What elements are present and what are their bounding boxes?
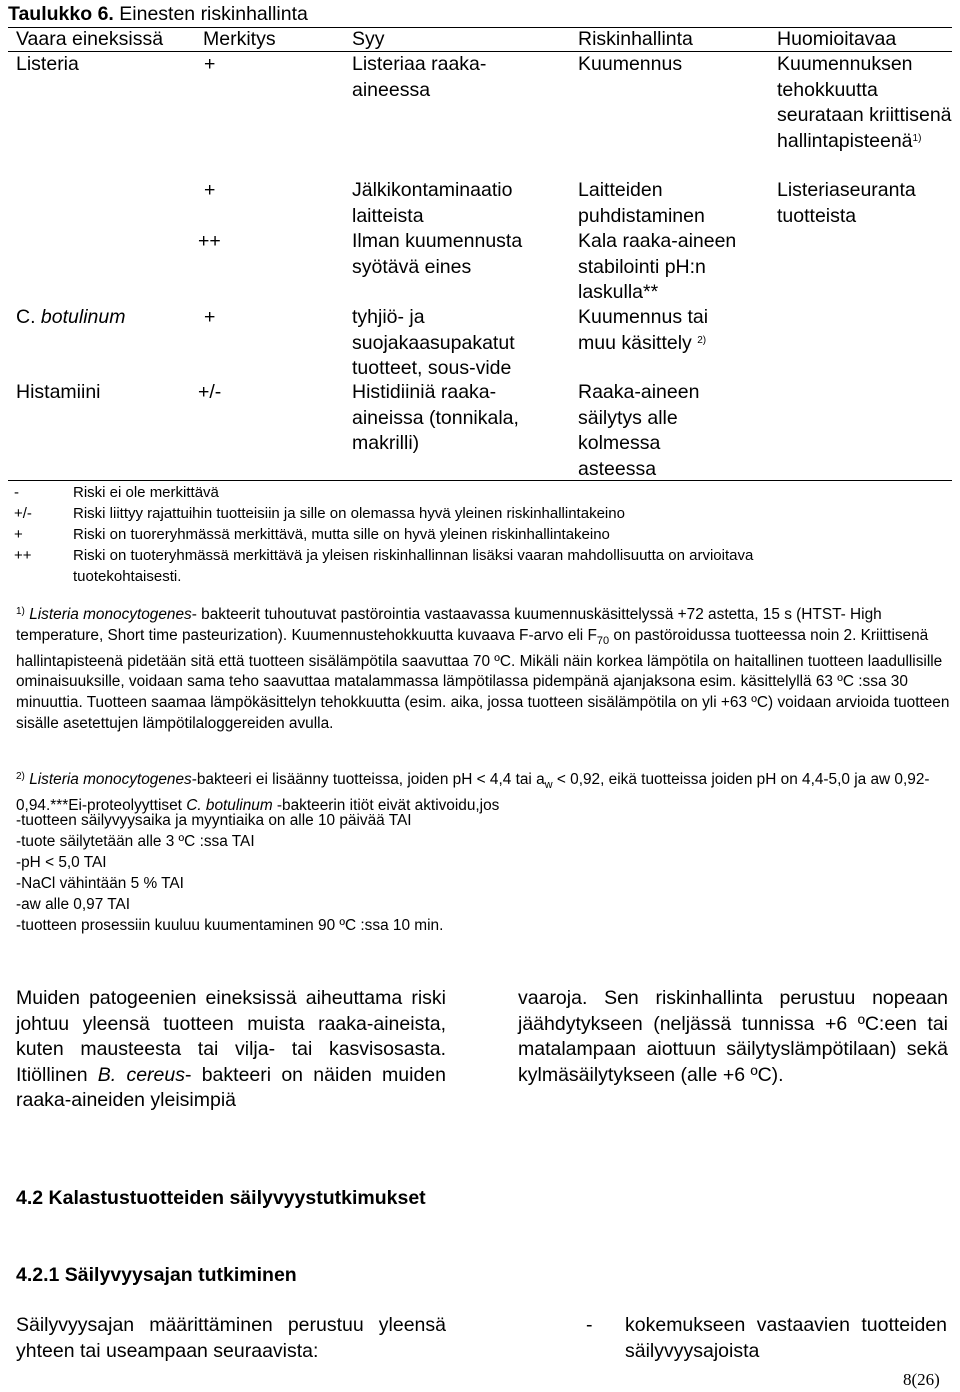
row4-management-text: Kuumennus tai muu käsittely bbox=[578, 306, 709, 354]
legend-symbol: - bbox=[14, 484, 19, 501]
footnote-2-text-c: -bakteerin itiöt eivät aktivoidu,jos bbox=[272, 796, 500, 814]
footnote-2-organism: Listeria monocytogenes bbox=[29, 771, 192, 788]
legend-text: Riski liittyy rajattuihin tuotteisiin ja sille on olemassa hyvä yleinen riskinhallintakeino bbox=[73, 505, 625, 522]
footnote-2 bbox=[16, 770, 951, 817]
table-caption bbox=[8, 3, 308, 25]
row5-significance: +/- bbox=[198, 381, 222, 403]
row4-cause: tyhjiö- ja suojakaasupakatut tuotteet, sous-vide bbox=[352, 306, 515, 379]
footnote-1-text-a: - bakteerit tuhoutuvat pastörointia vastaavassa kuumennuskäsittelyssä +72 astetta, 15 s (HTST- High temperature, Short time pasteurization). Kuumennustehokkuutta kuvaava F-arvo eli F bbox=[16, 606, 882, 644]
row1-significance: + bbox=[204, 53, 216, 75]
row4-hazard-species: botulinum bbox=[35, 306, 126, 328]
caption-label: Taulukko 6. bbox=[8, 3, 114, 25]
row5-management: Raaka-aineen säilytys alle kolmessa asteessa bbox=[578, 381, 700, 480]
row4-hazard bbox=[16, 305, 125, 331]
row4-management-footnote: 2) bbox=[697, 334, 707, 346]
header-hazard: Vaara eineksissä bbox=[16, 28, 164, 50]
footnote-1-text-b: on pastöroidussa tuotteessa noin 2. Kriittisenä hallintapisteenä pidetään sitä että tuotteen sisälämpötila saavuttaa 70 ºC. Mikäli näin korkea lämpötila on haitallinen tuotteen laadullisille ominaisuuksille, voidaan sama teho saavuttaa matalammassa lämpötilassa pidempänä ajanjaksona esim. käsittelyllä 63 ºC :ssa 30 minuuttia. Tuotteen saamaa lämpökäsittelyn tehokkuutta (esim. aika, jossa tuotteen sisälämpötila on yli +63 ºC) voidaan arvioida tuotteen sisälle asetettujen lämpötilaloggereiden avulla. bbox=[16, 626, 950, 733]
row1-hazard: Listeria bbox=[16, 53, 79, 75]
row2-significance: + bbox=[204, 179, 216, 201]
legend-symbol: + bbox=[14, 526, 23, 543]
footnote-2-condition: -aw alle 0,97 TAI bbox=[16, 896, 131, 913]
row5-cause: Histidiiniä raaka-aineissa (tonnikala, makrilli) bbox=[352, 381, 519, 454]
header-notes: Huomioitavaa bbox=[777, 28, 897, 50]
footnote-1-organism: Listeria monocytogenes bbox=[29, 606, 192, 623]
footnote-2-condition: -NaCl vähintään 5 % TAI bbox=[16, 875, 184, 892]
row4-hazard-genus: C. bbox=[16, 306, 36, 328]
footnote-2-mark: 2) bbox=[16, 771, 25, 782]
bottom-right-dash: - bbox=[586, 1314, 593, 1336]
bottom-right-text: kokemukseen vastaavien tuotteiden säilyvyysajoista bbox=[625, 1314, 947, 1362]
legend-text: Riski ei ole merkittävä bbox=[73, 484, 219, 501]
row2-management: Laitteiden puhdistaminen bbox=[578, 179, 705, 227]
row4-significance: + bbox=[204, 306, 216, 328]
subsection-heading: 4.2.1 Säilyvyysajan tutkiminen bbox=[16, 1264, 297, 1286]
row2-cause: Jälkikontaminaatio laitteista bbox=[352, 179, 513, 227]
row3-significance: ++ bbox=[198, 230, 221, 252]
page-number: 8(26) bbox=[903, 1370, 940, 1389]
footnote-2-subscript: w bbox=[544, 779, 553, 792]
footnote-1 bbox=[16, 605, 951, 735]
footnote-2-cbot: C. botulinum bbox=[186, 796, 273, 814]
row1-notes-footnote: 1) bbox=[912, 132, 922, 144]
header-management: Riskinhallinta bbox=[578, 28, 693, 50]
row1-management: Kuumennus bbox=[578, 53, 683, 75]
caption-title: Einesten riskinhallinta bbox=[113, 3, 308, 25]
paragraph-left-text-b: - bakteeri on näiden muiden raaka-aineiden yleisimpiä bbox=[16, 1063, 446, 1111]
legend-text: Riski on tuoreryhmässä merkittävä, mutta sille on hyvä yleinen riskinhallintakeino bbox=[73, 526, 610, 543]
legend-text: Riski on tuoteryhmässä merkittävä ja yleisen riskinhallinnan lisäksi vaaran mahdollisuutta on arvioitava tuotekohtaisesti. bbox=[73, 547, 754, 585]
table-rule-bottom bbox=[8, 480, 952, 481]
footnote-2-condition: -tuotteen prosessiin kuuluu kuumentaminen 90 ºC :ssa 10 min. bbox=[16, 917, 444, 934]
footnote-2-text-b: < 0,92, eikä tuotteissa joiden pH on 4,4-5,0 ja aw 0,92-0,94.***Ei-proteolyyttiset bbox=[16, 771, 930, 814]
legend-symbol: ++ bbox=[14, 547, 32, 564]
paragraph-right: vaaroja. Sen riskinhallinta perustuu nopeaan jäähdytykseen (neljässä tunnissa +6 ºC:een tai matalampaan aiottuun säilytyslämpötilaan) sekä kylmäsäilytykseen (alle +6 ºC). bbox=[518, 987, 948, 1086]
footnote-2-text-a: -bakteeri ei lisäänny tuotteissa, joiden pH < 4,4 tai a bbox=[191, 771, 545, 788]
footnote-1-subscript: 70 bbox=[596, 634, 610, 647]
footnote-2-condition: -tuotteen säilyvyysaika ja myyntiaika on alle 10 päivää TAI bbox=[16, 812, 412, 829]
footnote-2-condition: -pH < 5,0 TAI bbox=[16, 854, 107, 871]
row3-cause: Ilman kuumennusta syötävä eines bbox=[352, 230, 523, 278]
header-cause: Syy bbox=[352, 28, 385, 50]
row1-notes-text: Kuumennuksen tehokkuutta seurataan kriittisenä hallintapisteenä bbox=[777, 53, 952, 152]
footnote-2-condition: -tuote säilytetään alle 3 ºC :ssa TAI bbox=[16, 833, 255, 850]
row5-hazard: Histamiini bbox=[16, 381, 101, 403]
paragraph-left-text-a: Muiden patogeenien eineksissä aiheuttama riski johtuu yleensä tuotteen muista raaka-aineista, kuten mausteesta tai vilja- tai kasvisosasta. Itiöllinen bbox=[16, 987, 446, 1086]
legend-symbol: +/- bbox=[14, 505, 32, 522]
row1-cause: Listeriaa raaka-aineessa bbox=[352, 53, 487, 101]
row1-notes bbox=[777, 52, 957, 154]
paragraph-left-organism: B. cereus bbox=[97, 1063, 185, 1086]
row4-management bbox=[578, 305, 738, 356]
row2-notes: Listeriaseuranta tuotteista bbox=[777, 179, 916, 227]
bottom-left-text: Säilyvyysajan määrittäminen perustuu yleensä yhteen tai useampaan seuraavista: bbox=[16, 1314, 446, 1362]
header-significance: Merkitys bbox=[203, 28, 276, 50]
section-heading: 4.2 Kalastustuotteiden säilyvyystutkimukset bbox=[16, 1187, 426, 1209]
footnote-1-mark: 1) bbox=[16, 606, 25, 617]
paragraph-left bbox=[16, 986, 446, 1114]
row3-management: Kala raaka-aineen stabilointi pH:n laskulla** bbox=[578, 230, 737, 303]
